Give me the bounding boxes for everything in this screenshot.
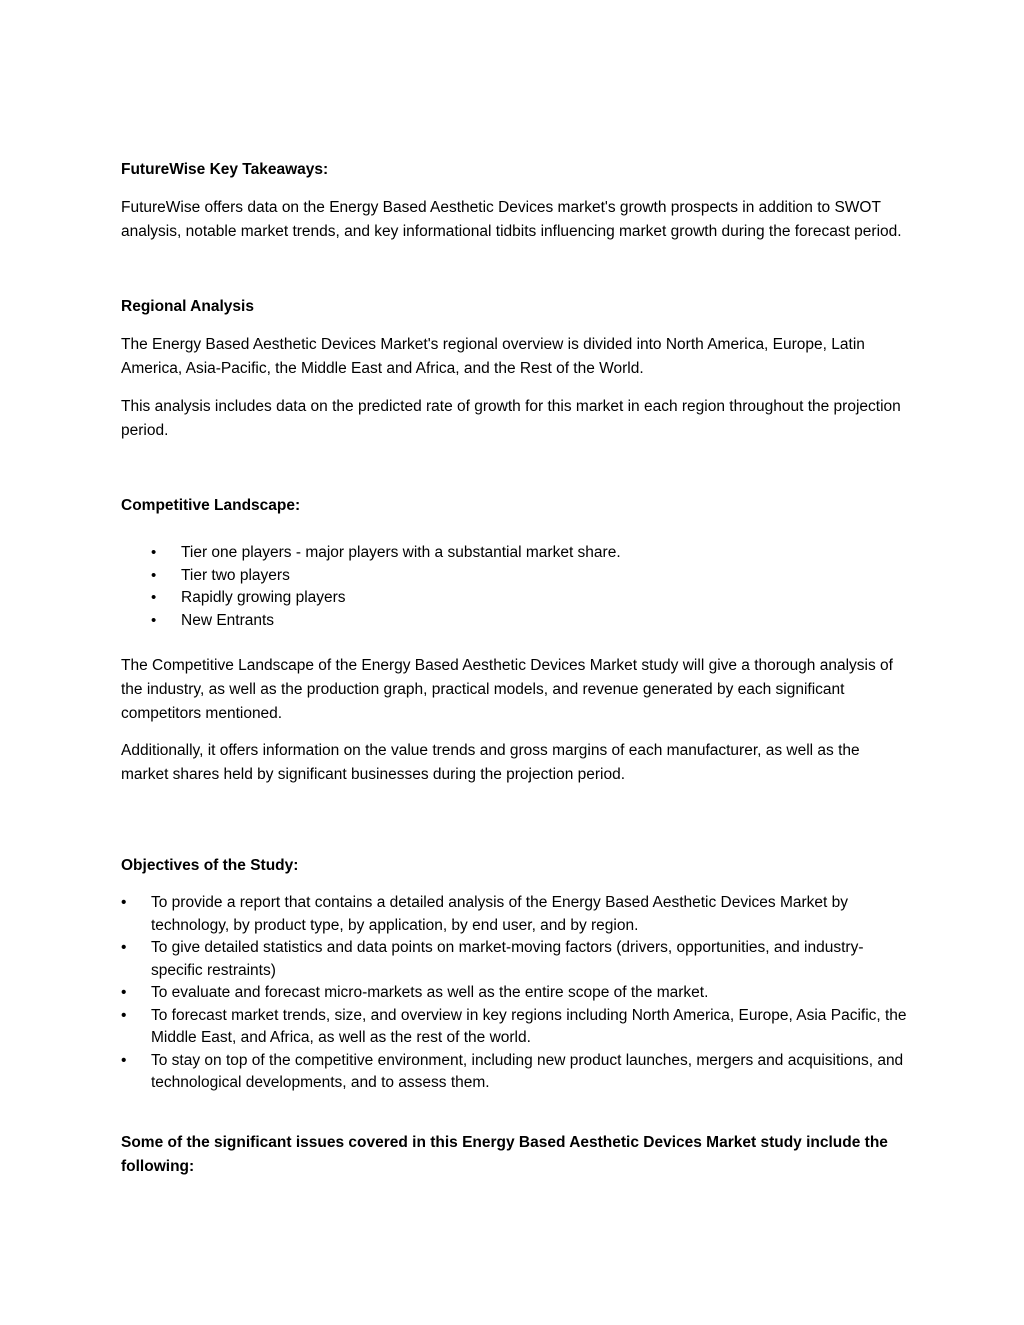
- list-item: [121, 1005, 911, 1050]
- list-item-text: New Entrants: [181, 611, 275, 629]
- list-item: [121, 937, 911, 982]
- list-item: [121, 610, 911, 633]
- bullet-icon: •: [151, 566, 157, 584]
- list-item: [121, 565, 911, 588]
- list-item: [121, 1050, 911, 1095]
- bullet-icon: •: [121, 984, 127, 1001]
- list-item: [121, 542, 911, 565]
- objectives-heading: Objectives of the Study:: [121, 857, 299, 874]
- list-item-text: To stay on top of the competitive environment, including new product launches, mergers and acquisitions, and technological developments, and to assess them.: [151, 1051, 904, 1091]
- list-item: [121, 892, 911, 937]
- bullet-icon: •: [121, 939, 127, 956]
- document-page: [121, 158, 911, 1179]
- bullet-icon: •: [121, 1006, 127, 1024]
- regional-paragraph-2: This analysis includes data on the predicted rate of growth for this market in each region throughout the projection period.: [121, 398, 901, 439]
- list-item: [121, 587, 911, 610]
- list-item-text: To give detailed statistics and data points on market-moving factors (drivers, opportunities, and industry-specific restraints): [151, 939, 864, 979]
- competitive-paragraph-2: Additionally, it offers information on the value trends and gross margins of each manufacturer, as well as the market shares held by significant businesses during the projection period.: [121, 742, 860, 783]
- bullet-icon: •: [151, 589, 157, 606]
- bullet-icon: •: [151, 611, 157, 629]
- bullet-icon: •: [121, 1051, 127, 1069]
- list-item-text: Rapidly growing players: [181, 589, 346, 606]
- list-item-text: Tier two players: [181, 566, 290, 584]
- takeaways-heading: FutureWise Key Takeaways:: [121, 161, 329, 178]
- competitive-heading: Competitive Landscape:: [121, 497, 301, 514]
- list-item: [121, 982, 911, 1005]
- regional-paragraph-1: The Energy Based Aesthetic Devices Market's regional overview is divided into North America, Europe, Latin America, Asia-Pacific, the Middle East and Africa, and the Rest of the World.: [121, 336, 865, 377]
- takeaways-paragraph: FutureWise offers data on the Energy Based Aesthetic Devices market's growth prospects in addition to SWOT analysis, notable market trends, and key informational tidbits influencing market growth during the forecast period.: [121, 199, 902, 240]
- bullet-icon: •: [151, 544, 157, 561]
- competitive-bullet-list: [121, 542, 911, 632]
- regional-heading: Regional Analysis: [121, 298, 254, 315]
- objectives-bullet-list: [121, 892, 911, 1095]
- list-item-text: Tier one players - major players with a substantial market share.: [181, 544, 621, 561]
- list-item-text: To evaluate and forecast micro-markets as well as the entire scope of the market.: [151, 984, 709, 1001]
- list-item-text: To provide a report that contains a detailed analysis of the Energy Based Aesthetic Devices Market by technology, by product type, by application, by end user, and by region.: [151, 894, 849, 934]
- bullet-icon: •: [121, 894, 127, 911]
- issues-heading: Some of the significant issues covered in this Energy Based Aesthetic Devices Market study include the following:: [121, 1133, 888, 1175]
- competitive-paragraph-1: The Competitive Landscape of the Energy Based Aesthetic Devices Market study will give a thorough analysis of the industry, as well as the production graph, practical models, and revenue generated by each significant competitors mentioned.: [121, 657, 893, 722]
- list-item-text: To forecast market trends, size, and overview in key regions including North America, Europe, Asia Pacific, the Middle East, and Africa, as well as the rest of the world.: [151, 1006, 907, 1046]
